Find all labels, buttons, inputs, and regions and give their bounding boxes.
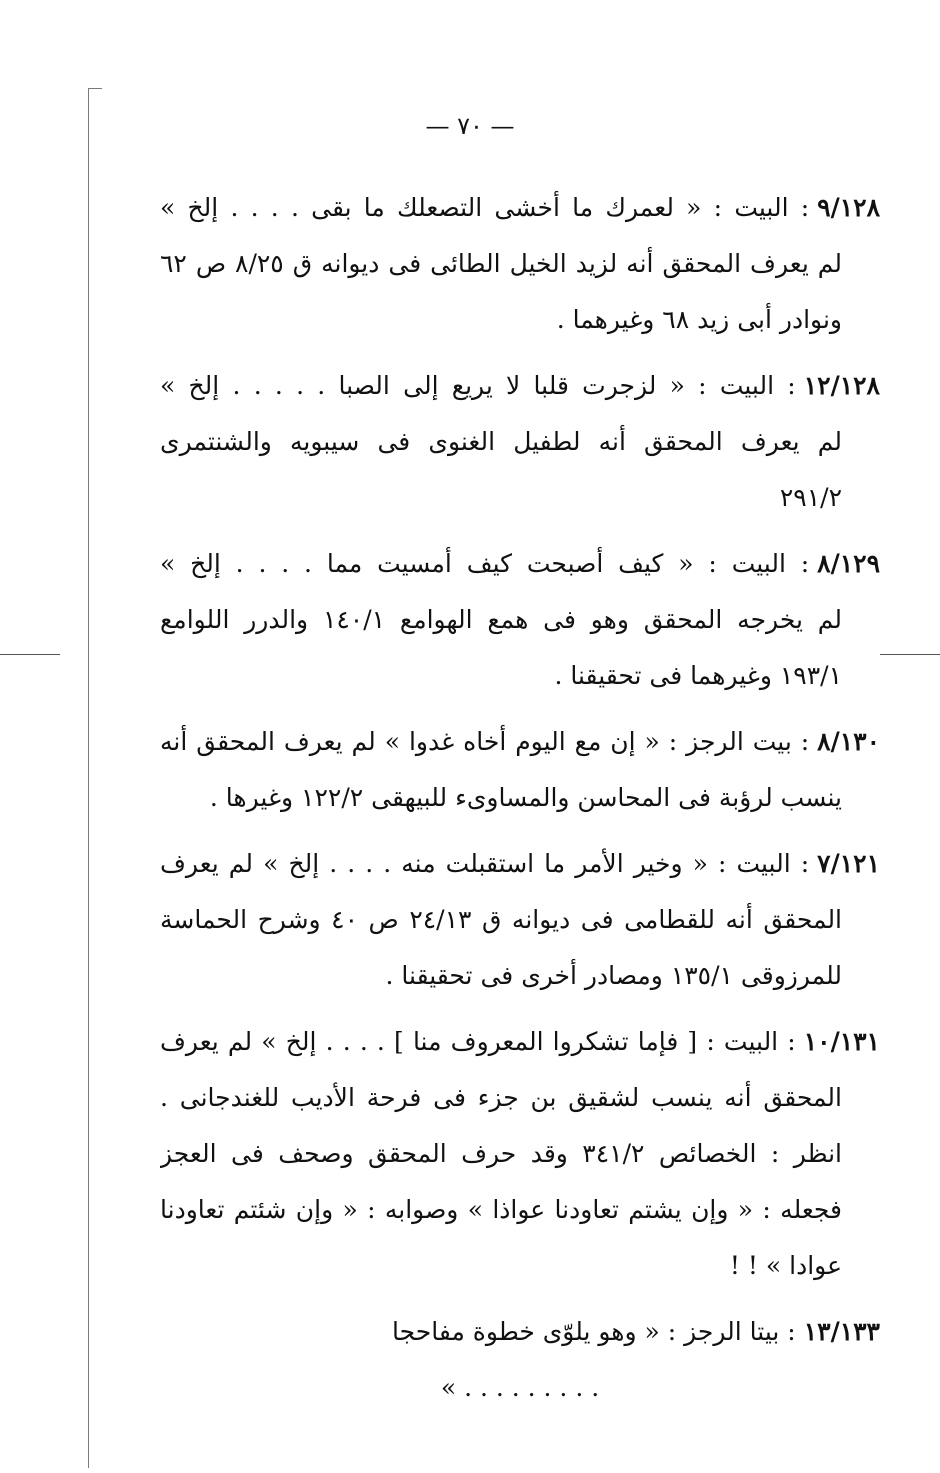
note-reference: ١٠/١٣١ <box>803 1027 880 1056</box>
page-margin-rule <box>88 88 89 1468</box>
note-line: ١٩٣/١ وغيرهما فى تحقيقنا . <box>554 661 842 690</box>
note-line: فجعله : « وإن يشتم تعاودنا عواذا » وصوابه : « وإن شئتم تعاودنا <box>160 1195 842 1224</box>
note-line <box>160 1304 880 1360</box>
note-line: . . . . . . . . . » <box>440 1373 600 1402</box>
note-line: ٢٩١/٢ <box>779 483 842 512</box>
note-entry <box>160 358 880 526</box>
note-text: : البيت : « لزجرت قلبا لا يريع إلى الصبا . . . . . إلخ » <box>160 371 796 400</box>
note-line: لم يعرف المحقق أنه لطفيل الغنوى فى سيبويه والشنتمرى <box>160 427 842 456</box>
note-text: : البيت : « وخير الأمر ما استقبلت منه . . . . إلخ » لم يعرف <box>160 849 810 878</box>
note-text: : البيت : « كيف أصبحت كيف أمسيت مما . . . . إلخ » <box>160 549 810 578</box>
notes-list <box>160 180 880 1426</box>
note-reference: ١٣/١٣٣ <box>803 1317 880 1346</box>
note-line <box>160 836 880 892</box>
note-line <box>160 714 880 770</box>
scan-artifact-line <box>0 654 60 655</box>
note-line: المحقق أنه للقطامى فى ديوانه ق ٢٤/١٣ ص ٤٠ وشرح الحماسة <box>160 905 843 934</box>
note-entry <box>160 1304 880 1416</box>
note-entry <box>160 714 880 826</box>
note-reference: ٧/١٢١ <box>817 849 880 878</box>
note-line: انظر : الخصائص ٣٤١/٢ وقد حرف المحقق وصحف فى العجز <box>160 1139 842 1168</box>
note-line: المحقق أنه ينسب لشقيق بن جزء فى فرحة الأديب للغندجانى . <box>160 1083 842 1112</box>
note-line: لم يخرجه المحقق وهو فى همع الهوامع ١٤٠/١ والدرر اللوامع <box>160 605 842 634</box>
note-line: للمرزوقى ١٣٥/١ ومصادر أخرى فى تحقيقنا . <box>385 961 842 990</box>
note-line: ونوادر أبى زيد ٦٨ وغيرهما . <box>556 305 842 334</box>
margin-corner-mark <box>88 88 102 89</box>
note-line <box>160 536 880 592</box>
note-text: : البيت : [ فإما تشكروا المعروف منا ] . . . . إلخ » لم يعرف <box>160 1027 796 1056</box>
note-entry <box>160 1014 880 1294</box>
note-entry <box>160 536 880 704</box>
note-reference: ٩/١٢٨ <box>817 193 880 222</box>
note-text: : بيتا الرجز : « وهو يلوّى خطوة مفاحجا <box>392 1317 796 1346</box>
note-text: : بيت الرجز : « إن مع اليوم أخاه غدوا » لم يعرف المحقق أنه <box>160 727 810 756</box>
note-text: : البيت : « لعمرك ما أخشى التصعلك ما بقى . . . . إلخ » <box>160 193 810 222</box>
note-reference: ١٢/١٢٨ <box>803 371 880 400</box>
note-line: لم يعرف المحقق أنه لزيد الخيل الطائى فى ديوانه ق ٨/٢٥ ص ٦٢ <box>160 249 843 278</box>
note-entry <box>160 836 880 1004</box>
note-entry <box>160 180 880 348</box>
note-line <box>160 1014 880 1070</box>
note-reference: ٨/١٣٠ <box>817 727 880 756</box>
note-line: عوادا » ! ! <box>729 1251 842 1280</box>
scan-artifact-line <box>880 654 940 655</box>
note-reference: ٨/١٢٩ <box>817 549 880 578</box>
note-line <box>160 180 880 236</box>
page-number: — ٧٠ — <box>425 112 515 140</box>
note-line <box>160 358 880 414</box>
note-line: ينسب لرؤبة فى المحاسن والمساوىء للبيهقى ١٢٢/٢ وغيرها . <box>209 783 842 812</box>
